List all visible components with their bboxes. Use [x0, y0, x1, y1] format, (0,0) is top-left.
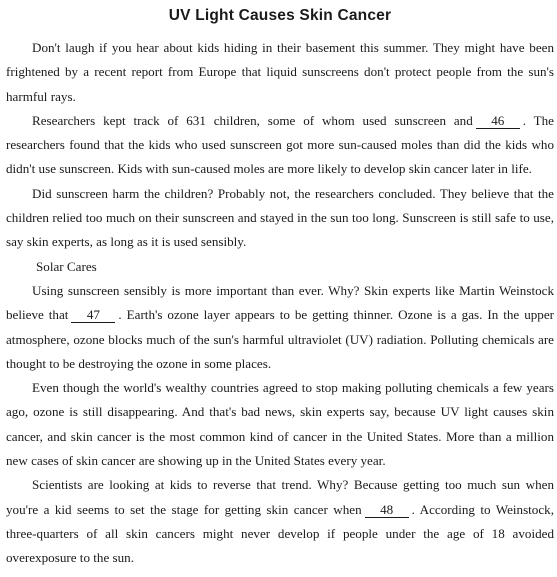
paragraph-4-text-b: . Earth's ozone layer appears to be getting thinner. Ozone is a gas. In the upper atmosphere, ozone blocks much of the sun's harmful ultraviolet (UV) radiation. Polluting chemicals are thought to be destroying the ozone in some places.	[6, 307, 555, 371]
paragraph-3: Did sunscreen harm the children? Probably not, the researchers concluded. They believe that the children relied too much on their sunscreen and stayed in the sun too long. Sunscreen is still safe to use, say skin experts, as long as it is used sensibly.	[6, 185, 554, 250]
paragraph-6	[6, 473, 554, 570]
section-subheading: Solar Cares	[36, 258, 97, 274]
blank-47: 47	[71, 308, 115, 323]
paragraph-2-text-b: . The researchers found that the kids who used sunscreen got more sun-caused moles than did the kids who didn't use sunscreen. Kids with sun-caused moles are more likely to develop skin cancer later in life.	[6, 112, 554, 177]
paragraph-5: Even though the world's wealthy countries agreed to stop making polluting chemicals a few years ago, ozone is still disappearing. And that's bad news, skin experts say, because UV light causes skin cancer, and skin cancer is the most common kind of cancer in the United States. More than a million new cases of skin cancer are showing up in the United States every year.	[6, 380, 554, 469]
paragraph-4	[6, 279, 554, 376]
blank-48: 48	[365, 503, 409, 518]
document-page	[6, 6, 554, 571]
paragraph-6-text-a: Scientists are looking at kids to reverse that trend. Why? Because getting too much sun when you're a kid seems to set the stage for getting skin cancer when	[6, 477, 554, 517]
blank-46: 46	[476, 114, 520, 129]
paragraph-1: Don't laugh if you hear about kids hiding in their basement this summer. They might have been frightened by a recent report from Europe that liquid sunscreens don't protect people from the sun's harmful rays.	[6, 40, 554, 104]
paragraph-6-text-b: . According to Weinstock, three-quarters of all skin cancers might never develop if people under the age of 18 avoided overexposure to the sun.	[6, 501, 554, 566]
document-title: UV Light Causes Skin Cancer	[168, 7, 392, 24]
paragraph-2	[6, 109, 554, 182]
paragraph-4-text-a: Using sunscreen sensibly is more important than ever. Why? Skin experts like Martin Weinstock believe that	[6, 282, 554, 323]
paragraph-2-text-a: Researchers kept track of 631 children, some of whom used sunscreen and	[32, 112, 473, 128]
